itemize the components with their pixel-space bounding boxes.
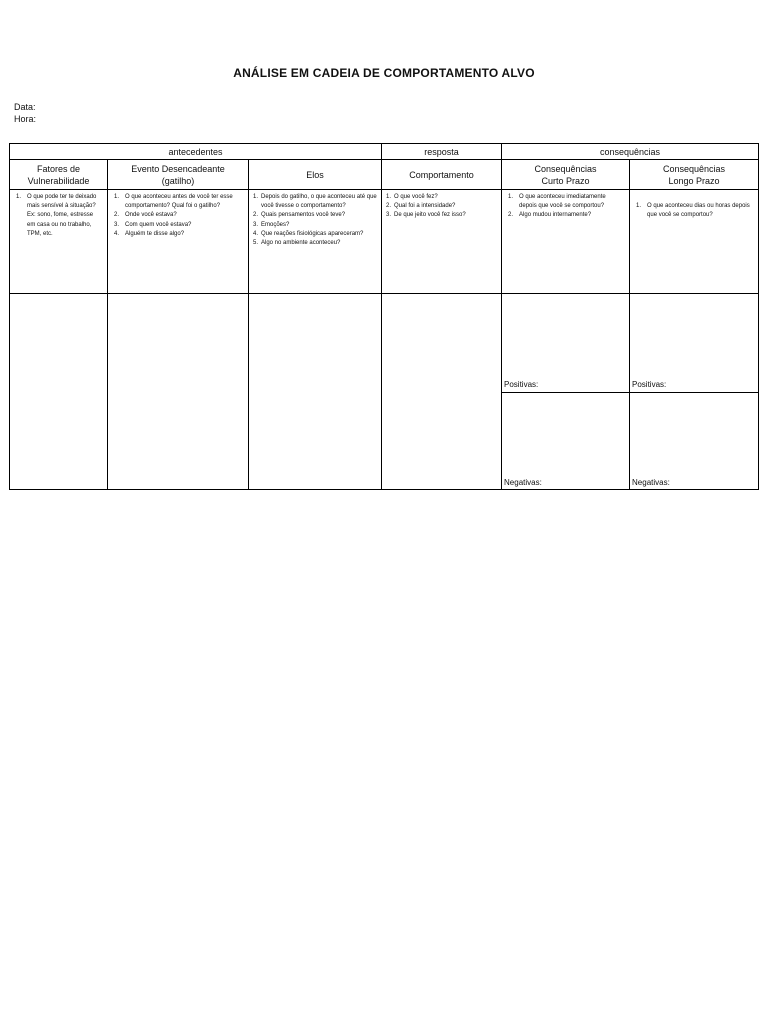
prompt-short-term: [502, 190, 630, 294]
column-header-links: Elos: [249, 160, 382, 190]
prompt-question: 2. Algo mudou internamente?: [508, 212, 592, 219]
answer-links[interactable]: [249, 294, 382, 490]
prompt-question: 5. Algo no ambiente aconteceu?: [253, 240, 341, 247]
document-title: ANÁLISE EM CADEIA DE COMPORTAMENTO ALVO: [233, 66, 535, 80]
prompt-question: 3. Com quem você estava?: [114, 221, 192, 228]
group-header-antecedentes: antecedentes: [10, 144, 382, 160]
prompt-links: [249, 190, 382, 294]
column-header-long-term: Consequências Longo Prazo: [630, 160, 759, 190]
negative-label: Negativas:: [632, 478, 670, 487]
prompt-question: 3. Emoções?: [253, 221, 290, 228]
column-header-trigger: Evento Desencadeante (gatilho): [108, 160, 249, 190]
answer-vulnerability[interactable]: [10, 294, 108, 490]
prompt-question: 3. De que jeito você fez isso?: [386, 212, 466, 219]
answer-trigger[interactable]: [108, 294, 249, 490]
column-header-short-term: Consequências Curto Prazo: [502, 160, 630, 190]
prompt-behavior: [382, 190, 502, 294]
behavior-chain-table: [9, 143, 759, 490]
positive-label: Positivas:: [632, 379, 667, 389]
answer-behavior[interactable]: [382, 294, 502, 490]
date-label: Data:: [14, 102, 36, 112]
prompt-question: 2. Onde você estava?: [114, 212, 177, 219]
positive-label: Positivas:: [504, 379, 539, 389]
answer-long-term-negative[interactable]: [630, 392, 759, 490]
answer-short-term-positive[interactable]: [502, 294, 630, 393]
prompt-question: 4. Que reações fisiológicas apareceram?: [253, 230, 364, 237]
prompt-trigger: [108, 190, 249, 294]
column-header-behavior: Comportamento: [382, 160, 502, 190]
group-header-resposta: resposta: [382, 144, 502, 160]
answer-short-term-negative[interactable]: [502, 392, 630, 490]
prompt-long-term: [630, 190, 759, 294]
prompt-question: 2. Quais pensamentos você teve?: [253, 212, 346, 219]
prompt-vulnerability: [10, 190, 108, 294]
prompt-question: 1. O que aconteceu imediatamente depois que você se comportou?: [508, 194, 606, 210]
prompt-question: 1. O que você fez?: [386, 194, 438, 200]
prompt-question: 1. Depois do gatilho, o que aconteceu até que você tivesse o comportamento?: [253, 194, 377, 210]
time-label: Hora:: [14, 114, 37, 124]
negative-label: Negativas:: [504, 478, 542, 487]
column-header-vulnerability: Fatores de Vulnerabilidade: [10, 160, 108, 190]
group-header-consequencias: consequências: [502, 144, 759, 160]
answer-long-term-positive[interactable]: [630, 294, 759, 393]
prompt-question: 4. Alguém te disse algo?: [114, 230, 185, 237]
prompt-question: 1. O que aconteceu antes de você ter esse comportamento? Qual foi o gatilho?: [114, 194, 233, 210]
prompt-question: 2. Qual foi a intensidade?: [386, 203, 456, 210]
prompt-question: 1. O que pode ter te deixado mais sensível à situação? Ex: sono, fome, estresse em casa ou no trabalho, TPM, etc.: [16, 194, 97, 237]
prompt-question: 1. O que aconteceu dias ou horas depois que você se comportou?: [636, 203, 750, 219]
